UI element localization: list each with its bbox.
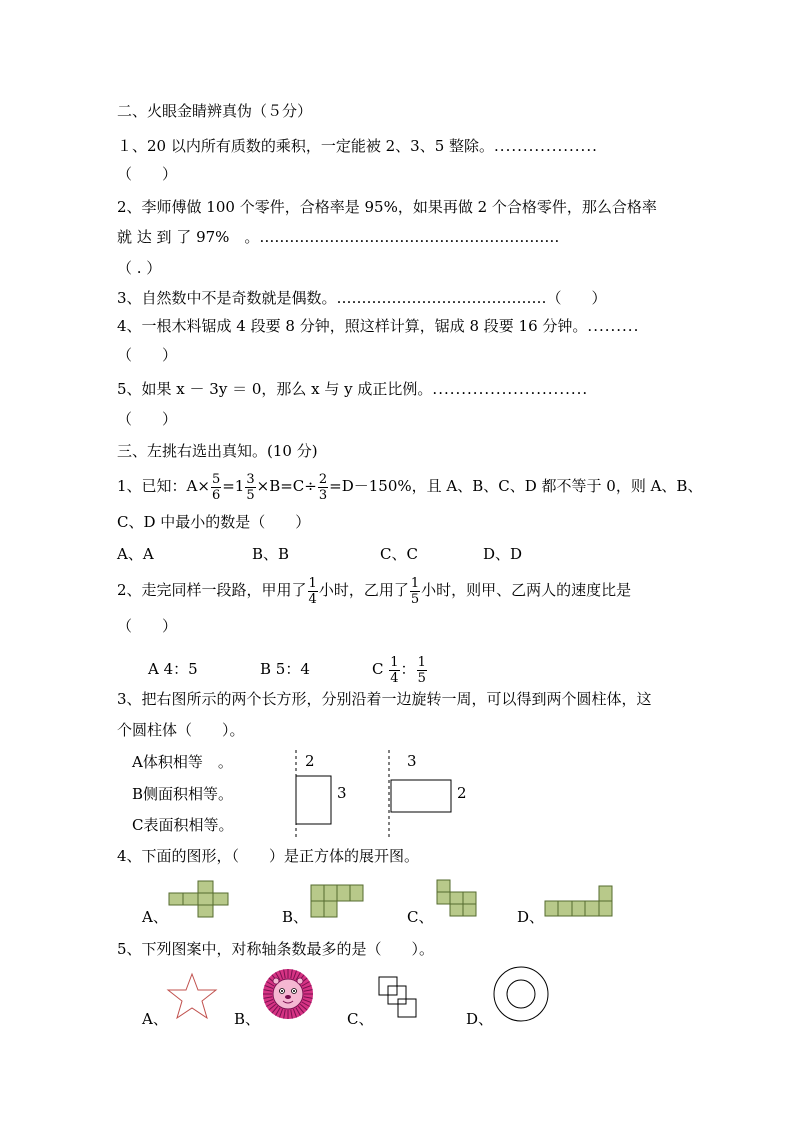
option-c: C、 [407,908,434,926]
ratio-sign: ： [400,660,416,678]
answer-paren: （ ） [117,346,178,364]
cube-net-c [436,879,478,919]
denominator: 4 [390,670,399,686]
option-d: D、 [517,908,545,926]
option-a: A、A [117,545,154,563]
rectangle-2 [391,780,451,812]
fraction [318,472,328,503]
numerator: 5 [211,471,221,487]
fraction [410,576,420,607]
rect2-top-label: 3 [407,752,417,770]
numerator: 1 [308,575,317,591]
cube-net-d [544,885,614,919]
fraction [417,655,427,686]
text-part: 小时，则甲、乙两人的速度比是 [421,581,632,599]
dot-leader: ......... [587,317,640,335]
question-text: 3、自然数中不是奇数就是偶数。 [117,289,337,307]
answer-paren: （ ） [117,165,178,183]
option-c: C表面积相等。 [132,816,234,834]
rect1-top-label: 2 [305,752,315,770]
question-text: 5、如果 x － 3y ＝ 0，那么 x 与 y 成正比例。 [117,380,433,398]
section-3-title: 三、左挑右选出真知。(10 分) [117,442,318,460]
numerator: 2 [318,471,328,487]
fraction [245,472,255,503]
question-text: 就 达 到 了 97% 。 [117,228,260,246]
rectangle-1 [296,776,331,824]
cube-net-a [168,880,230,918]
option-c: C、C [380,545,418,563]
question-text: １、20 以内所有质数的乘积，一定能被 2、3、5 整除。 [117,137,495,155]
dot-leader: ........................... [432,380,589,398]
section-2-title: 二、火眼金睛辨真伪（５分） [117,102,313,120]
dot-leader: …………………………………………………… [259,228,560,246]
rect2-side-label: 2 [457,784,467,802]
q3-1-line-1 [117,467,702,505]
question-text: 4、一根木料锯成 4 段要 8 分钟，照这样计算，锯成 8 段要 16 分钟。 [117,317,588,335]
q2-2-line-2 [117,227,559,247]
numerator: 1 [410,575,420,591]
option-label: C [372,660,384,678]
option-a: A体积相等 。 [132,753,233,771]
denominator: 4 [308,591,317,607]
option-b: B、 [234,1010,261,1028]
answer-paren: （ ） [117,410,178,428]
q2-3-line [117,288,607,308]
fraction [308,576,318,607]
denominator: 5 [417,670,426,686]
text-part: 1、已知：A× [117,477,210,495]
star-icon [166,973,218,1019]
denominator: 6 [211,487,221,503]
text-part: =D－150%，且 A、B、C、D 都不等于 0，则 A、B、 [329,477,703,495]
q2-5-line [117,379,588,399]
numerator: 1 [390,654,399,670]
text-part: =1 [222,477,245,495]
option-d: D、D [483,545,523,563]
fraction [211,472,221,503]
text-part: 2、走完同样一段路，甲用了 [117,581,307,599]
numerator: 3 [246,471,255,487]
answer-paren: （ ） [117,617,178,635]
option-b: B侧面积相等。 [132,785,234,803]
q3-4-line: 4、下面的图形，（ ）是正方体的展开图。 [117,847,420,865]
cube-net-b [310,884,366,918]
option-a: A 4：5 [148,660,198,678]
q2-2-line-1: 2、李师傅做 100 个零件，合格率是 95%，如果再做 2 个合格零件，那么合格率 [117,198,657,216]
concentric-circles-icon [492,965,550,1023]
q3-3-line-1: 3、把右图所示的两个长方形，分别沿着一边旋转一周，可以得到两个圆柱体，这 [117,690,652,708]
denominator: 5 [410,591,420,607]
text-part: ×B=C÷ [256,477,317,495]
q2-1-line [117,136,598,156]
lion-icon [262,968,314,1020]
option-c [372,652,428,686]
q3-2-line-1 [117,571,631,609]
dot-leader: .................. [494,137,598,155]
q3-3-line-2: 个圆柱体（ ）。 [117,721,245,739]
text-part: 小时，乙用了 [318,581,409,599]
q2-4-line [117,316,639,336]
q3-1-line-2: C、D 中最小的数是（ ） [117,513,311,531]
option-a: A、 [142,1010,168,1028]
denominator: 3 [318,487,328,503]
option-b: B、B [252,545,290,563]
option-a: A、 [142,908,168,926]
option-b: B、 [282,908,309,926]
rect1-side-label: 3 [337,784,347,802]
option-b: B 5：4 [260,660,310,678]
numerator: 1 [417,654,426,670]
option-d: D、 [466,1010,494,1028]
answer-paren: （ . ） [117,259,162,277]
dot-leader: …………………………………… [336,289,547,307]
denominator: 5 [246,487,255,503]
option-c: C、 [347,1010,374,1028]
overlapping-squares-icon [378,976,420,1020]
answer-paren: （ ） [546,289,607,307]
fraction [389,655,399,686]
q3-5-line: 5、下列图案中，对称轴条数最多的是（ ）。 [117,940,435,958]
